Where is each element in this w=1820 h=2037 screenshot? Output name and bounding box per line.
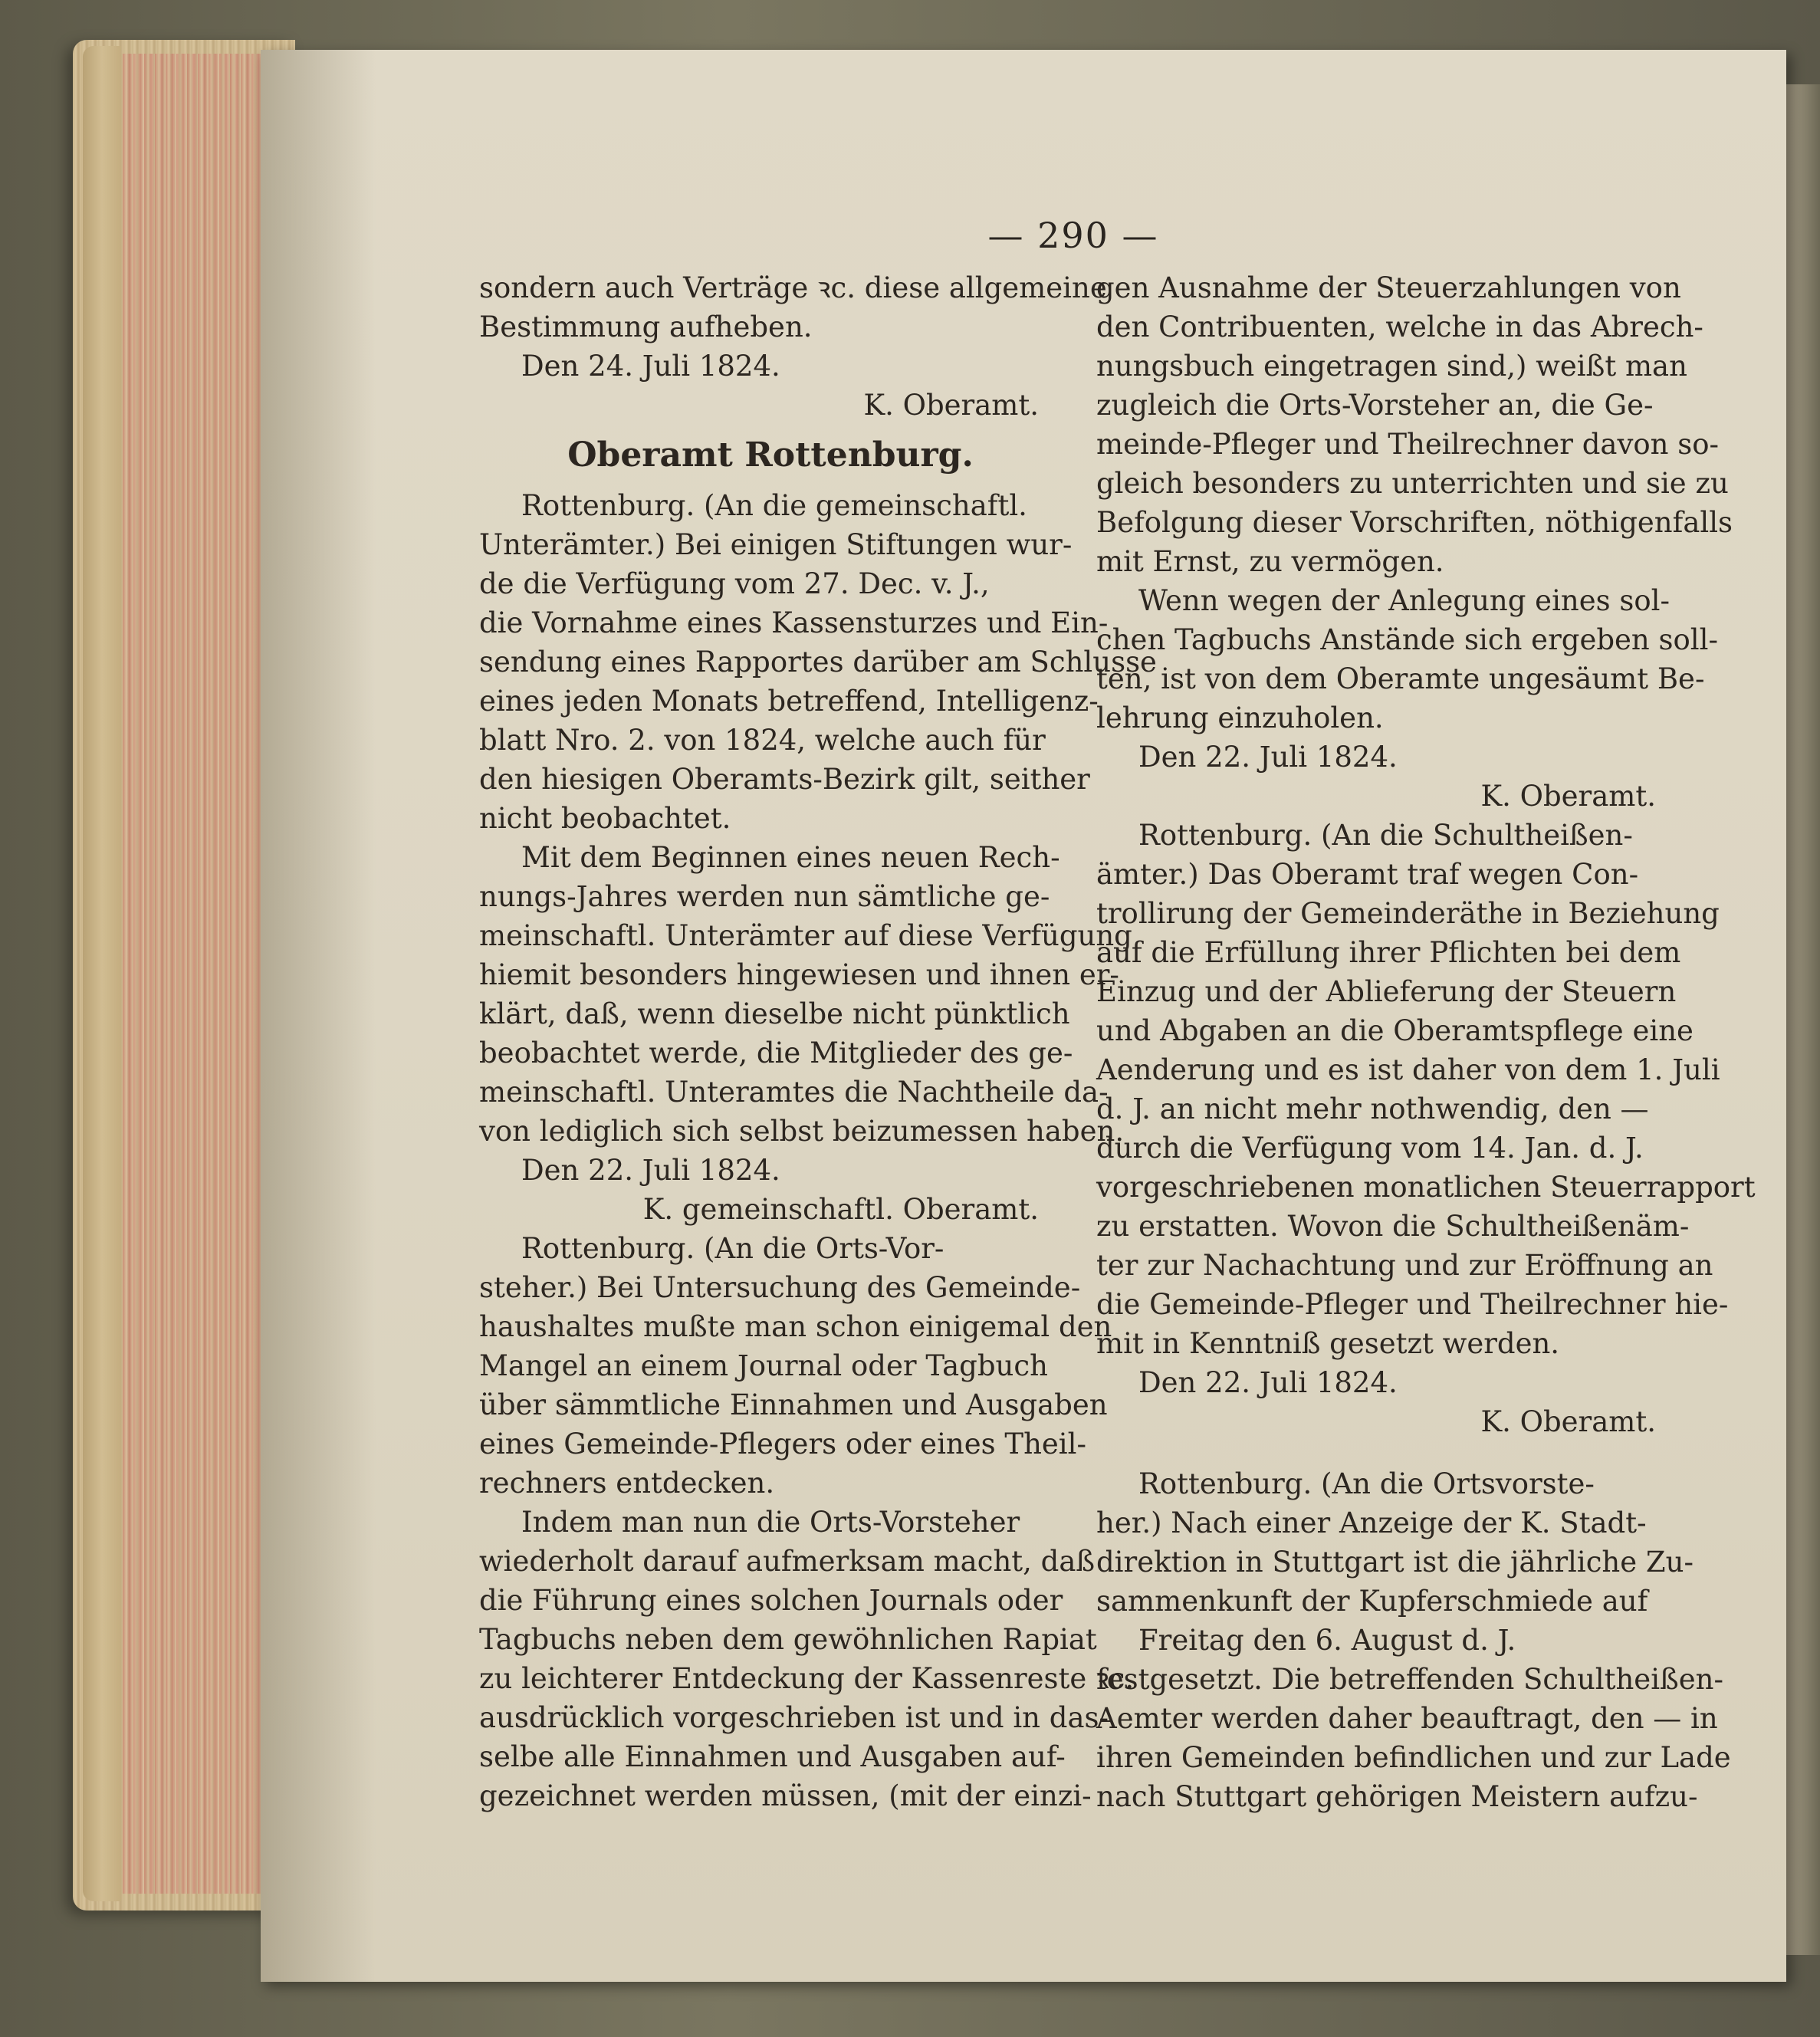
text-line: her.) Nach einer Anzeige der K. Stadt- (1096, 1506, 1647, 1539)
text-line: blatt Nro. 2. von 1824, welche auch für (479, 724, 1046, 757)
text-line: klärt, daß, wenn dieselbe nicht pünktlich (479, 997, 1070, 1030)
text-line: vorgeschriebenen monatlichen Steuerrapport (1096, 1171, 1756, 1204)
text-line: ämter.) Das Oberamt traf wegen Con- (1096, 858, 1639, 891)
text-line: sondern auch Verträge ꝛc. diese allgemeine (479, 271, 1107, 304)
signature-line: K. Oberamt. (1480, 1405, 1656, 1438)
book-cover-edge (83, 46, 121, 1901)
text-line: Einzug und der Ablieferung der Steuern (1096, 975, 1677, 1008)
text-line: Den 22. Juli 1824. (1138, 741, 1398, 774)
text-line: Rottenburg. (An die Schultheißen- (1138, 819, 1633, 852)
text-line: beobachtet werde, die Mitglieder des ge- (479, 1037, 1073, 1069)
text-line: Befolgung dieser Vorschriften, nöthigenfalls (1096, 506, 1733, 539)
text-line (1096, 1441, 1679, 1464)
text-line: de die Verfügung vom 27. Dec. v. J., (479, 567, 990, 600)
red-sprinkled-edge (123, 54, 284, 1894)
text-line: rechners entdecken. (479, 1467, 775, 1500)
text-line: durch die Verfügung vom 14. Jan. d. J. (1096, 1132, 1644, 1165)
text-line: Aemter werden daher beauftragt, den — in (1096, 1702, 1718, 1735)
text-line: nicht beobachtet. (479, 802, 731, 835)
text-line: Bestimmung aufheben. (479, 310, 813, 343)
text-line: den Contribuenten, welche in das Abrech- (1096, 310, 1703, 343)
text-line: und Abgaben an die Oberamtspflege eine (1096, 1014, 1694, 1047)
page-gutter-shadow (261, 50, 376, 1982)
text-line: zu leichterer Entdeckung der Kassenreste ꝛc. (479, 1662, 1135, 1695)
text-line: die Vornahme eines Kassensturzes und Ein- (479, 606, 1109, 639)
text-line: Mangel an einem Journal oder Tagbuch (479, 1349, 1048, 1382)
left-text-column (479, 268, 1157, 1815)
text-line: eines jeden Monats betreffend, Intelligenz- (479, 685, 1099, 718)
signature-line: K. Oberamt. (863, 389, 1039, 422)
text-line: nungs-Jahres werden nun sämtliche ge- (479, 880, 1050, 913)
text-line: meinschaftl. Unterämter auf diese Verfügung (479, 919, 1132, 952)
text-line: über sämmtliche Einnahmen und Ausgaben (479, 1388, 1108, 1421)
text-line: steher.) Bei Untersuchung des Gemeinde- (479, 1271, 1081, 1304)
text-line: sendung eines Rapportes darüber am Schlusse (479, 646, 1157, 678)
page-number: — 290 — (987, 215, 1159, 256)
text-line: meinschaftl. Unteramtes die Nachtheile da- (479, 1076, 1109, 1109)
text-line: die Gemeinde-Pfleger und Theilrechner hie- (1096, 1288, 1729, 1321)
text-line: festgesetzt. Die betreffenden Schultheißen- (1096, 1663, 1723, 1696)
text-line: gleich besonders zu unterrichten und sie zu (1096, 467, 1729, 500)
text-line: Mit dem Beginnen eines neuen Rech- (521, 841, 1060, 874)
text-line: ihren Gemeinden befindlichen und zur Lade (1096, 1741, 1731, 1774)
text-line: auf die Erfüllung ihrer Pflichten bei dem (1096, 936, 1681, 969)
text-line: gen Ausnahme der Steuerzahlungen von (1096, 271, 1681, 304)
text-line: nach Stuttgart gehörigen Meistern aufzu- (1096, 1780, 1698, 1813)
text-line: selbe alle Einnahmen und Ausgaben auf- (479, 1740, 1066, 1773)
text-line: ten, ist von dem Oberamte ungesäumt Be- (1096, 662, 1705, 695)
text-line: d. J. an nicht mehr nothwendig, den — (1096, 1092, 1649, 1125)
text-line: trollirung der Gemeinderäthe in Beziehung (1096, 897, 1720, 930)
right-text-column (1096, 268, 1756, 1816)
text-line: gezeichnet werden müssen, (mit der einzi- (479, 1779, 1092, 1812)
text-line: Indem man nun die Orts-Vorsteher (521, 1506, 1020, 1539)
text-line: lehrung einzuholen. (1096, 701, 1384, 734)
text-line: ausdrücklich vorgeschrieben ist und in das- (479, 1701, 1109, 1734)
text-line: haushaltes mußte man schon einigemal den (479, 1310, 1112, 1343)
text-line: Den 22. Juli 1824. (1138, 1366, 1398, 1399)
text-line: wiederholt darauf aufmerksam macht, daß (479, 1545, 1096, 1578)
text-line: Wenn wegen der Anlegung eines sol- (1138, 584, 1670, 617)
text-line: mit Ernst, zu vermögen. (1096, 545, 1444, 578)
text-line: Freitag den 6. August d. J. (1138, 1624, 1516, 1657)
text-line: zugleich die Orts-Vorsteher an, die Ge- (1096, 389, 1654, 422)
text-line: zu erstatten. Wovon die Schultheißenäm- (1096, 1210, 1690, 1243)
signature-line: K. Oberamt. (1480, 780, 1656, 813)
text-line: mit in Kenntniß gesetzt werden. (1096, 1327, 1560, 1360)
text-line: Unterämter.) Bei einigen Stiftungen wur- (479, 528, 1073, 561)
text-line: den hiesigen Oberamts-Bezirk gilt, seither (479, 763, 1090, 796)
text-line: hiemit besonders hingewiesen und ihnen er- (479, 958, 1119, 991)
signature-line: K. gemeinschaftl. Oberamt. (642, 1193, 1039, 1226)
text-line: Aenderung und es ist daher von dem 1. Juli (1096, 1053, 1720, 1086)
text-line: Rottenburg. (An die Ortsvorste- (1138, 1467, 1595, 1500)
text-line: nungsbuch eingetragen sind,) weißt man (1096, 350, 1687, 383)
text-line: Tagbuchs neben dem gewöhnlichen Rapiat (479, 1623, 1097, 1656)
section-heading: Oberamt Rottenburg. (567, 435, 974, 475)
text-line: Den 22. Juli 1824. (521, 1154, 780, 1187)
text-line: sammenkunft der Kupferschmiede auf (1096, 1585, 1648, 1618)
text-line: Rottenburg. (An die gemeinschaftl. (521, 489, 1027, 522)
text-line: meinde-Pfleger und Theilrechner davon so- (1096, 428, 1719, 461)
text-line: direktion in Stuttgart ist die jährliche Zu- (1096, 1546, 1694, 1579)
text-line: chen Tagbuchs Anstände sich ergeben soll- (1096, 623, 1718, 656)
text-line: ter zur Nachachtung und zur Eröffnung an (1096, 1249, 1713, 1282)
text-line: Rottenburg. (An die Orts-Vor- (521, 1232, 944, 1265)
text-line: die Führung eines solchen Journals oder (479, 1584, 1063, 1617)
text-line: Den 24. Juli 1824. (521, 350, 780, 383)
text-line: eines Gemeinde-Pflegers oder eines Theil- (479, 1428, 1086, 1460)
text-line: von lediglich sich selbst beizumessen haben. (479, 1115, 1125, 1148)
